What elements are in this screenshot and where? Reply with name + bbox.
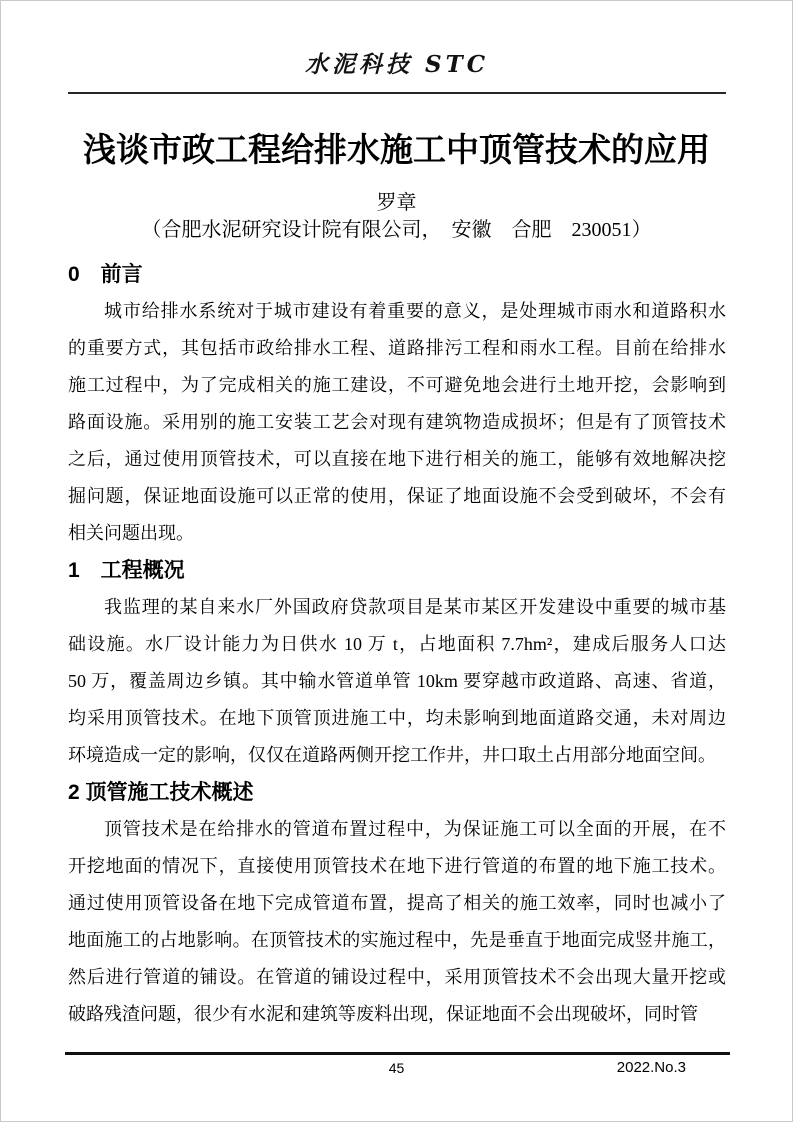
paragraph-line: 城市给排水系统对于城市建设有着重要的意义，是处理城市雨水和道路积水: [104, 301, 726, 321]
article-title: 浅谈市政工程给排水施工中顶管技术的应用: [83, 131, 710, 168]
page-number: 45: [388, 1060, 405, 1076]
footer-divider: [65, 1052, 730, 1055]
paragraph-line: 础设施。水厂设计能力为日供水 10 万 t，占地面积 7.7hm²，建成后服务人口达: [68, 634, 726, 654]
paragraph: [68, 589, 726, 774]
paragraph-line: 地面施工的占地影响。在顶管技术的实施过程中，先是垂直于地面完成竖井施工，: [68, 930, 726, 950]
header-divider: [68, 92, 726, 94]
section-heading: 2 顶管施工技术概述: [68, 781, 254, 804]
paragraph: [68, 811, 726, 1033]
paragraph-line: 破路残渣问题，很少有水泥和建筑等废料出现，保证地面不会出现破坏，同时管: [68, 1004, 698, 1024]
paragraph-line: 环境造成一定的影响，仅仅在道路两侧开挖工作井，井口取土占用部分地面空间。: [68, 745, 716, 765]
issue-label: 2022.No.3: [616, 1059, 686, 1076]
section-heading: 0 前言: [68, 263, 143, 286]
article-body: [68, 256, 726, 1033]
section-foreword: [68, 256, 726, 552]
paragraph-line: 开挖地面的情况下，直接使用顶管技术在地下进行管道的布置的地下施工技术。: [68, 856, 726, 876]
paragraph-line: 我监理的某自来水厂外国政府贷款项目是某市某区开发建设中重要的城市基: [104, 597, 726, 617]
journal-title: 水泥科技 STC: [304, 51, 490, 78]
paragraph: [68, 293, 726, 552]
section-pipe-jacking-overview: [68, 774, 726, 1033]
paragraph-line: 然后进行管道的铺设。在管道的铺设过程中，采用顶管技术不会出现大量开挖或: [68, 967, 726, 987]
paragraph-line: 通过使用顶管设备在地下完成管道布置，提高了相关的施工效率，同时也减小了: [68, 893, 726, 913]
paragraph-line: 50 万，覆盖周边乡镇。其中输水管道单管 10km 要穿越市政道路、高速、省道，: [68, 671, 726, 691]
paragraph-line: 顶管技术是在给排水的管道布置过程中，为保证施工可以全面的开展，在不: [104, 819, 726, 839]
section-project-overview: [68, 552, 726, 774]
author-name: 罗章: [376, 192, 417, 214]
paragraph-line: 掘问题，保证地面设施可以正常的使用，保证了地面设施不会受到破坏，不会有: [68, 486, 726, 506]
paragraph-line: 的重要方式，其包括市政给排水工程、道路排污工程和雨水工程。目前在给排水: [68, 338, 726, 358]
author-affiliation: （合肥水泥研究设计院有限公司， 安徽 合肥 230051）: [141, 219, 652, 241]
paragraph-line: 施工过程中，为了完成相关的施工建设，不可避免地会进行土地开挖，会影响到: [68, 375, 726, 395]
paragraph-line: 路面设施。采用别的施工安装工艺会对现有建筑物造成损坏；但是有了顶管技术: [68, 412, 726, 432]
section-heading: 1 工程概况: [68, 559, 185, 582]
paragraph-line: 相关问题出现。: [68, 523, 194, 543]
paragraph-line: 之后，通过使用顶管技术，可以直接在地下进行相关的施工，能够有效地解决挖: [68, 449, 726, 469]
paragraph-line: 均采用顶管技术。在地下顶管顶进施工中，均未影响到地面道路交通，未对周边: [68, 708, 726, 728]
